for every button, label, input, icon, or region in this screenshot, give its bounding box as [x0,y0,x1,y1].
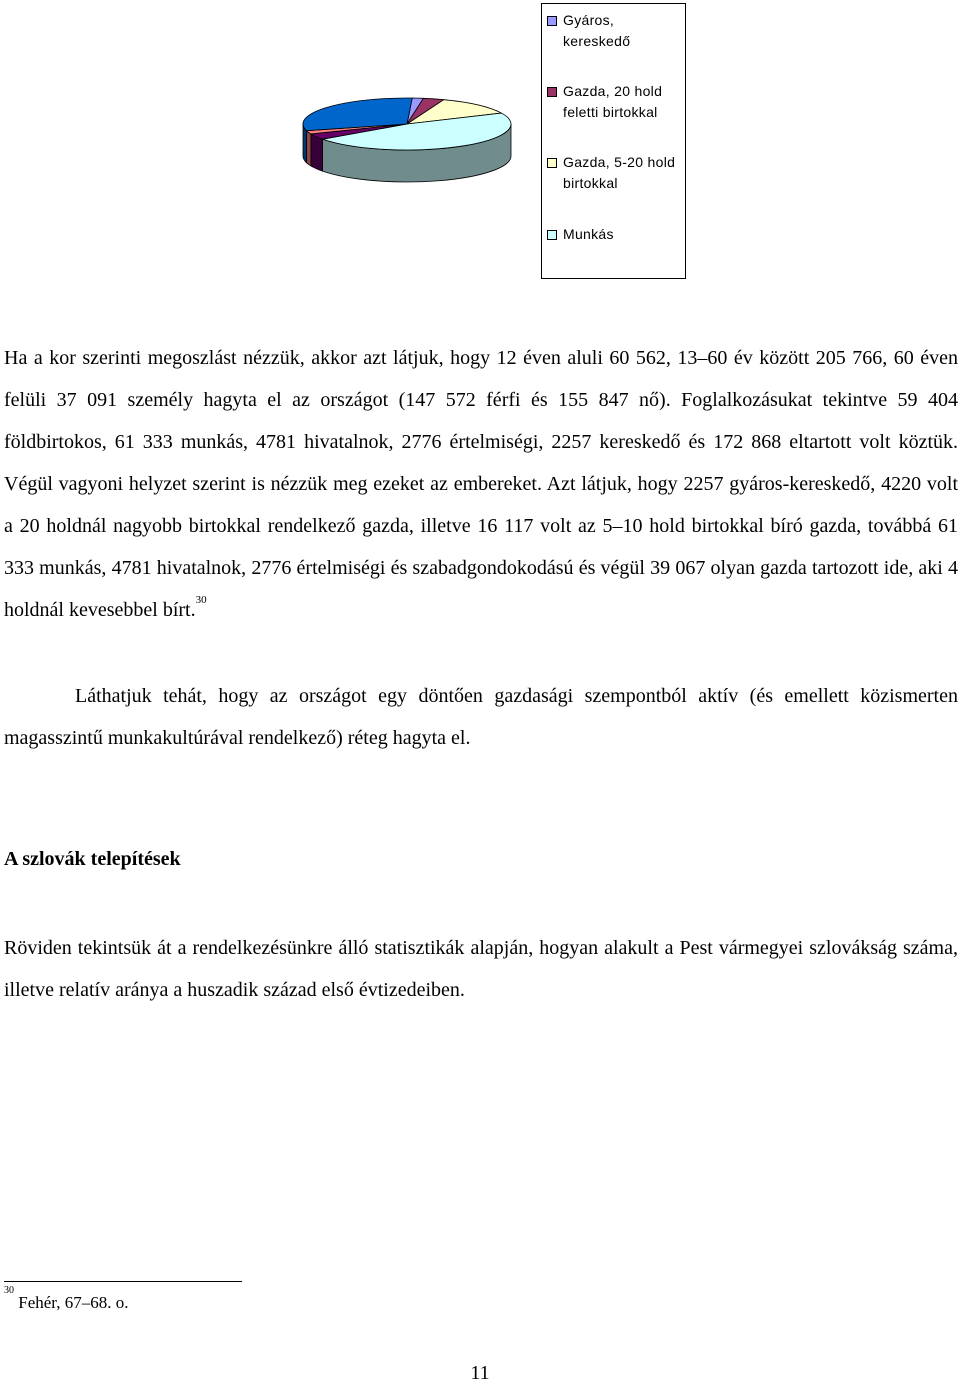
legend-label: Gazda, 5-20 hold birtokkal [563,154,676,191]
page-number: 11 [470,1362,490,1384]
legend-swatch [547,158,557,168]
paragraph-text: Ha a kor szerinti megoszlást nézzük, akkor azt látjuk, hogy 12 éven aluli 60 562, 13–60 év között 205 766, 60 éven felüli 37 091 személy hagyta el az országot (147 572 férfi és 155 847 nő). Foglalkozásukat tekintve 59 404 földbirtokos, 61 333 munkás, 4781 hivatalnok, 2776 értelmiségi, 2257 kereskedő és 172 868 eltartott volt köztük. Végül vagyoni helyzet szerint is nézzük meg ezeket az embereket. Azt látjuk, hogy 2257 gyáros-kereskedő, 4220 volt a 20 holdnál nagyobb birtokkal rendelkező gazda, illetve 16 117 volt az 5–10 hold birtokkal bíró gazda, továbbá 61 333 munkás, 4781 hivatalnok, 2776 értelmiségi és szabadgondokodású és végül 39 067 olyan gazda tartozott ide, aki 4 holdnál kevesebbel bírt. [4,347,958,621]
legend-swatch [547,230,557,240]
section-heading: A szlovák telepítések [4,848,181,870]
legend-label: Gazda, 20 hold feletti birtokkal [563,83,663,120]
footnote-number: 30 [4,1285,14,1296]
pie-slice-side [306,131,310,166]
legend-label: Munkás [563,226,614,242]
chart-legend [541,3,686,279]
paragraph-conclusion: Láthatjuk tehát, hogy az országot egy döntően gazdasági szempontból aktív (és emellett közismerten magasszintű munkakultúrával rendelkező) réteg hagyta el. [4,685,958,749]
footnote-reference[interactable]: 30 [195,594,207,606]
footnote [4,1285,129,1313]
footnote-divider [4,1281,242,1282]
pie-chart [292,92,522,192]
legend-label: Gyáros, kereskedő [563,12,631,49]
paragraph-slovak-settlements: Röviden tekintsük át a rendelkezésünkre álló statisztikák alapján, hogyan alakult a Pest vármegyei szlovákság száma, illetve relatív aránya a huszadik század első évtizedeiben. [4,937,958,1001]
legend-swatch [547,87,557,97]
legend-swatch [547,16,557,26]
footnote-text: Fehér, 67–68. o. [18,1293,129,1312]
paragraph-emigration-statistics [4,337,958,631]
pie-slice-side [311,134,323,171]
